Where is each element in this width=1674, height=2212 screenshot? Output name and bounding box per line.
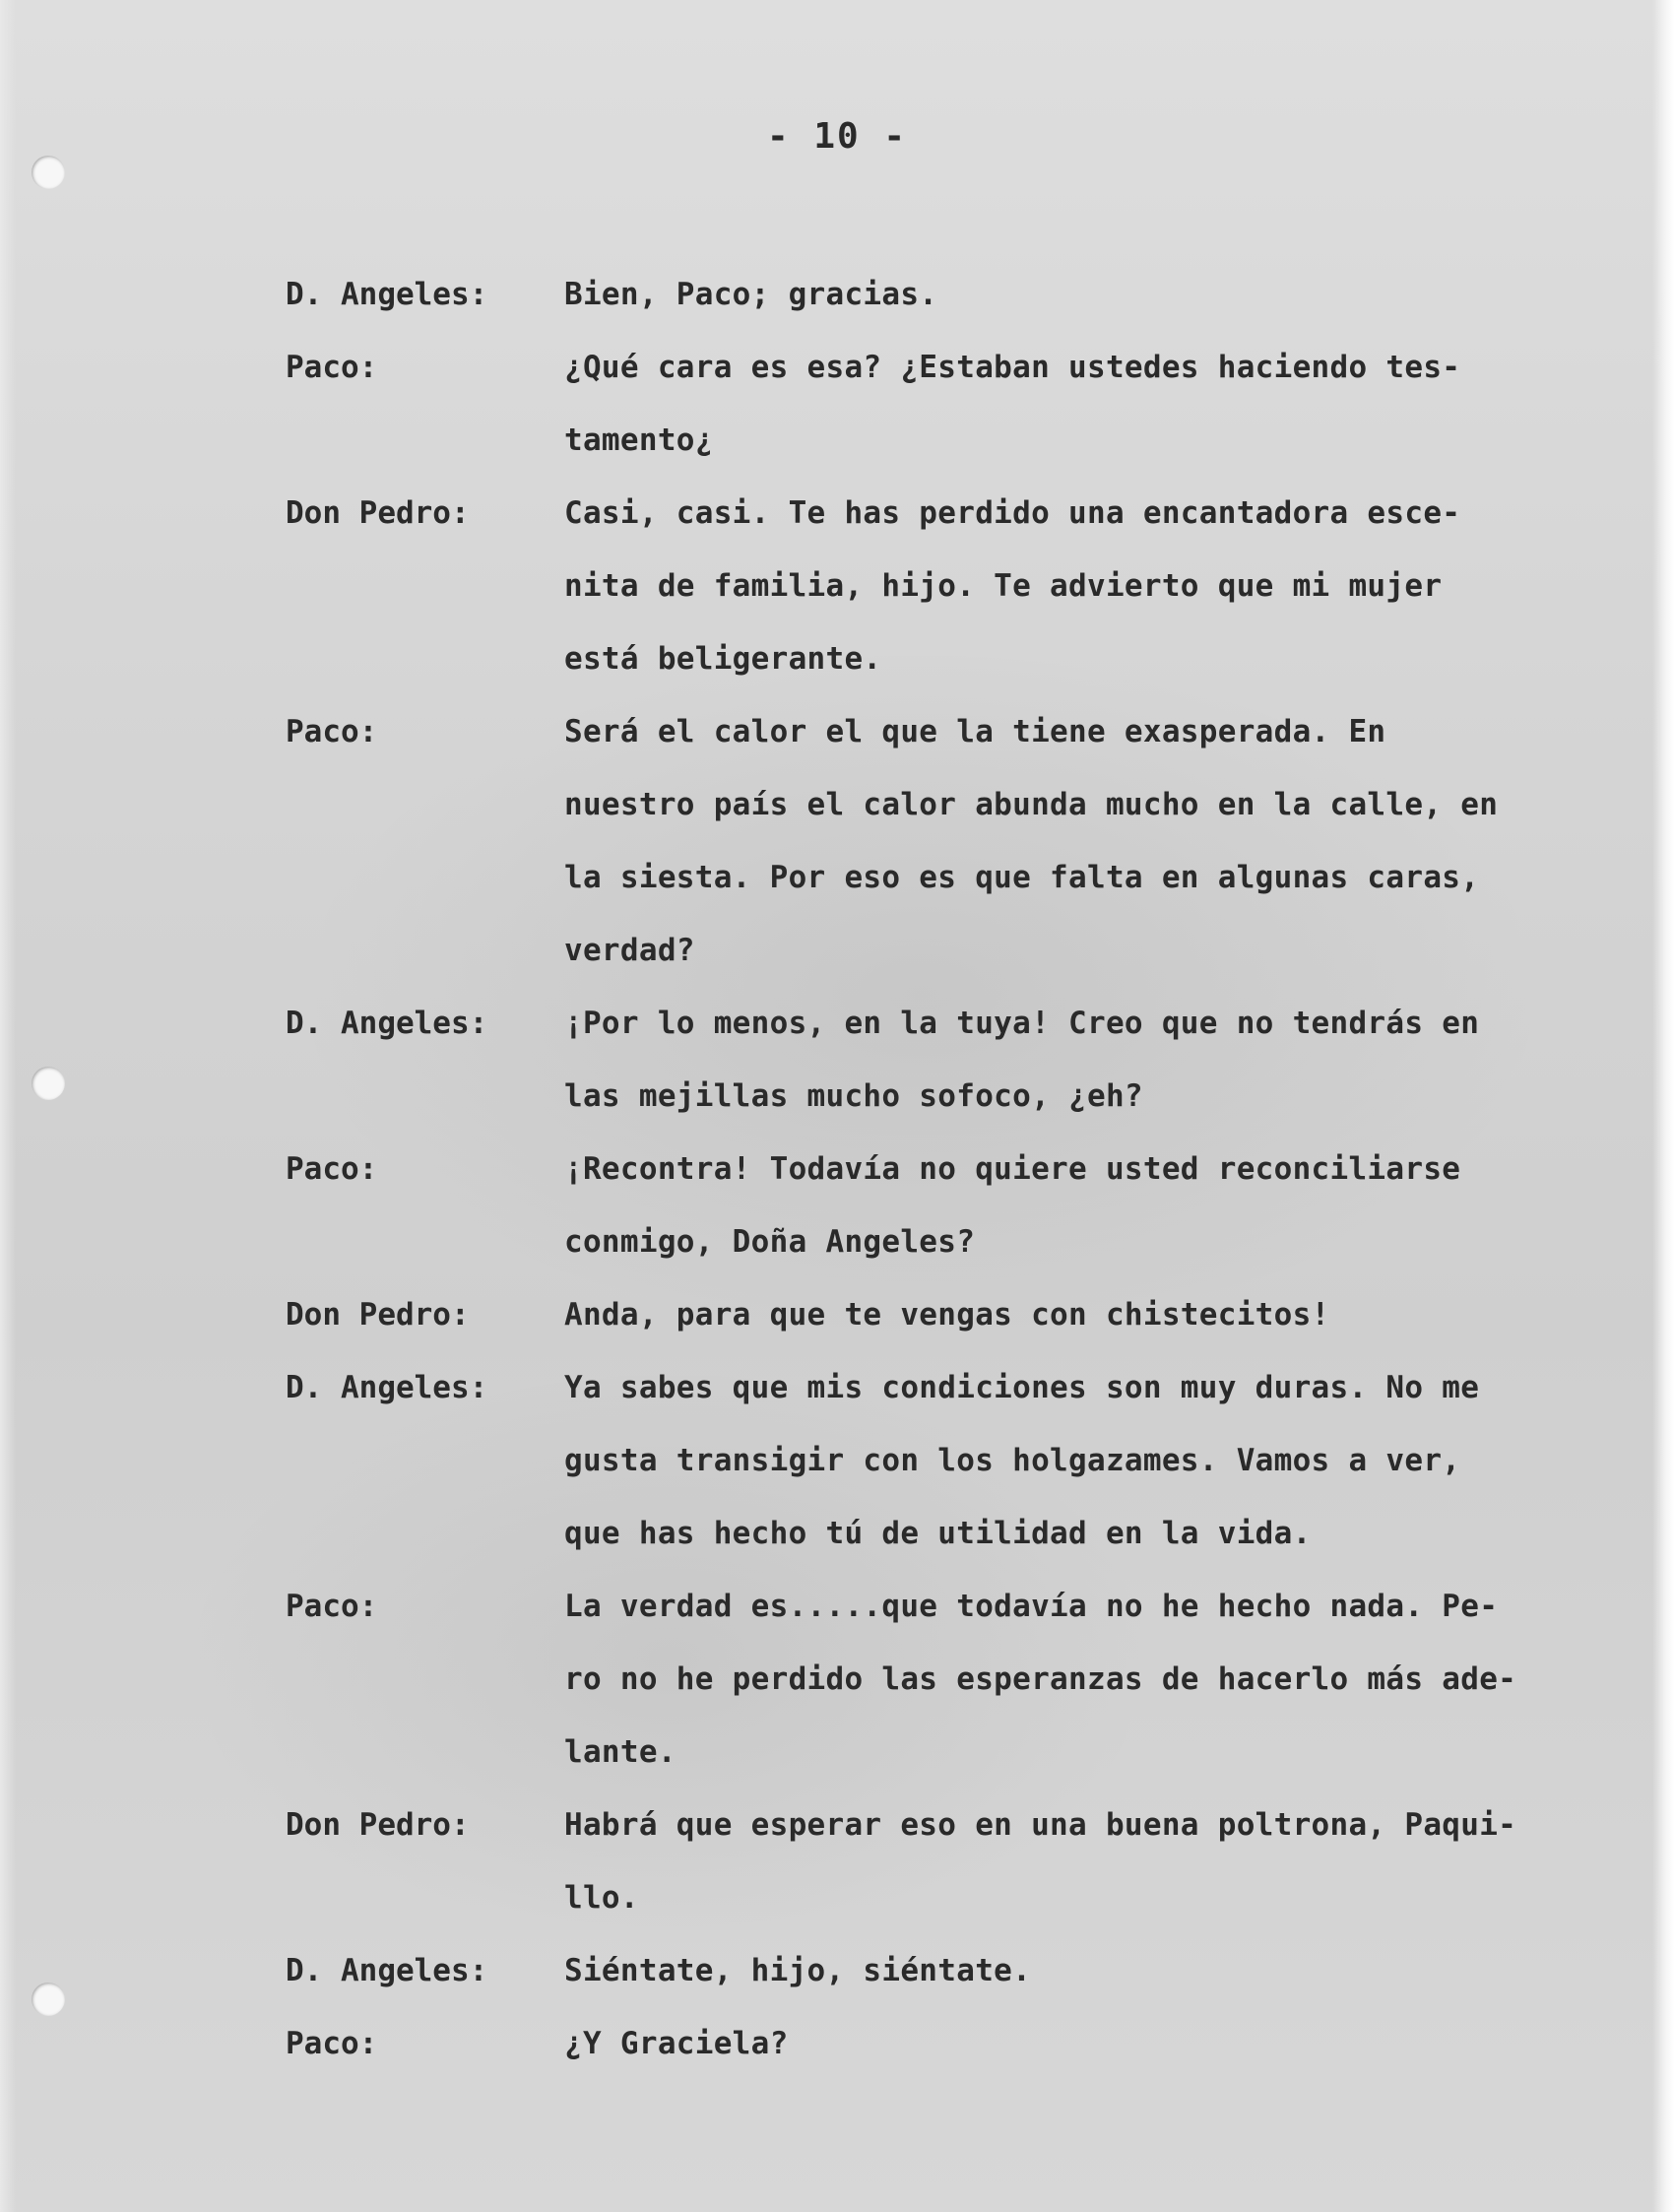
dialogue-line — [286, 1351, 1605, 1570]
dialogue-line — [286, 258, 1605, 331]
speech-text: Ya sabes que mis condiciones son muy duras. No me gusta transigir con los holgazames. Vamos a ver, que has hecho tú de utilidad en la vida. — [564, 1370, 1480, 1551]
punch-hole-icon — [32, 156, 65, 189]
dialogue-line — [286, 331, 1605, 477]
speech-text: Habrá que esperar eso en una buena poltrona, Paqui- llo. — [564, 1807, 1517, 1916]
dialogue-line — [286, 987, 1605, 1133]
speech-text: ¿Y Graciela? — [564, 2026, 789, 2061]
dialogue-line — [286, 1789, 1605, 1934]
dialogue-line — [286, 1934, 1605, 2007]
speaker-name: D. Angeles: — [286, 277, 488, 312]
dialogue-block — [286, 258, 1605, 2080]
speaker-name: Paco: — [286, 2026, 378, 2061]
speech-text: ¡Por lo menos, en la tuya! Creo que no tendrás en las mejillas mucho sofoco, ¿eh? — [564, 1006, 1480, 1114]
speaker-name: Paco: — [286, 350, 378, 385]
speech-text: ¡Recontra! Todavía no quiere usted reconciliarse conmigo, Doña Angeles? — [564, 1151, 1461, 1260]
paper-left-edge — [0, 0, 16, 2212]
dialogue-line — [286, 1133, 1605, 1278]
speaker-name: Don Pedro: — [286, 1297, 470, 1333]
dialogue-line — [286, 2007, 1605, 2080]
speaker-name: Don Pedro: — [286, 495, 470, 531]
speaker-name: Paco: — [286, 1151, 378, 1187]
speech-text: Bien, Paco; gracias. — [564, 277, 938, 312]
speaker-name: Paco: — [286, 714, 378, 749]
speech-text: ¿Qué cara es esa? ¿Estaban ustedes haciendo tes- tamento¿ — [564, 350, 1461, 458]
dialogue-line — [286, 695, 1605, 987]
speaker-name: D. Angeles: — [286, 1370, 488, 1405]
speech-text: Siéntate, hijo, siéntate. — [564, 1953, 1032, 1988]
speaker-name: D. Angeles: — [286, 1006, 488, 1041]
dialogue-line — [286, 1278, 1605, 1351]
speech-text: Será el calor el que la tiene exasperada. En nuestro país el calor abunda mucho en la calle, en la siesta. Por eso es que falta en algunas caras, verdad? — [564, 714, 1499, 968]
speaker-name: D. Angeles: — [286, 1953, 488, 1988]
speech-text: Casi, casi. Te has perdido una encantadora esce- nita de familia, hijo. Te advierto que mi mujer está beligerante. — [564, 495, 1461, 677]
paper-right-edge — [1652, 0, 1674, 2212]
speaker-name: Paco: — [286, 1589, 378, 1624]
speech-text: La verdad es.....que todavía no he hecho nada. Pe- ro no he perdido las esperanzas de hacerlo más ade- lante. — [564, 1589, 1517, 1770]
speaker-name: Don Pedro: — [286, 1807, 470, 1843]
page-number: - 10 - — [766, 116, 908, 157]
dialogue-line — [286, 477, 1605, 695]
speech-text: Anda, para que te vengas con chistecitos! — [564, 1297, 1330, 1333]
punch-hole-icon — [32, 1067, 65, 1100]
dialogue-line — [286, 1570, 1605, 1789]
punch-hole-icon — [32, 1983, 65, 2016]
